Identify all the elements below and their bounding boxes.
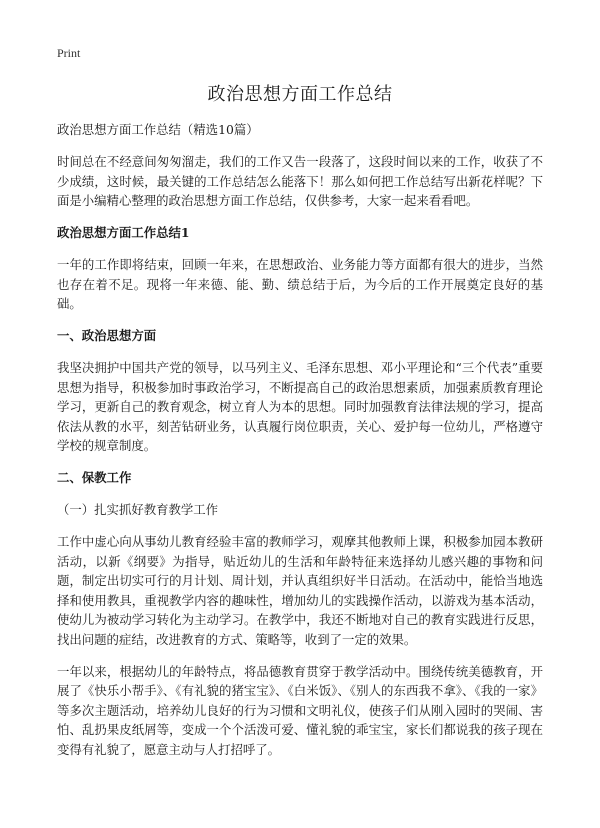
section-heading: 政治思想方面工作总结1 bbox=[57, 225, 190, 240]
teaching-paragraph-2: 一年以来，根据幼儿的年龄特点，将品德教育贯穿于教学活动中。围绕传统美德教育，开展了《快乐小帮手》、《有礼貌的猪宝宝》、《白米饭》、《别人的东西我不拿》、《我的一家》等多次主题活动，培养幼儿良好的行为习惯和文明礼仪，使孩子们从刚入园时的哭闹、害怕、乱扔果皮纸屑等，变成一个个活泼可爱、懂礼貌的乖宝宝，家长们都说我的孩子现在变得有礼貌了，愿意主动与人打招呼了。 bbox=[57, 663, 543, 757]
intro-paragraph: 时间总在不经意间匆匆溜走，我们的工作又告一段落了，这段时间以来的工作，收获了不少成绩，这时候，最关键的工作总结怎么能落下！那么如何把工作总结写出新花样呢？下面是小编精心整理的政治思想方面工作总结，仅供参考，大家一起来看看吧。 bbox=[57, 154, 543, 208]
part-heading-politics: 一、政治思想方面 bbox=[57, 328, 157, 343]
article-body bbox=[57, 120, 543, 772]
part-heading-teaching: 二、保教工作 bbox=[57, 470, 132, 485]
politics-paragraph: 我坚决拥护中国共产党的领导，以马列主义、毛泽东思想、邓小平理论和“三个代表”重要思想为指导，积极参加时事政治学习，不断提高自己的政治思想素质，加强素质教育理论学习，更新自己的教育观念，树立育人为本的思想。同时加强教育法律法规的学习，提高依法从教的水平，刻苦钻研业务，认真履行岗位职责，关心、爱护每一位幼儿，严格遵守学校的规章制度。 bbox=[57, 360, 543, 453]
page-title: 政治思想方面工作总结 bbox=[207, 84, 393, 105]
article-subtitle: 政治思想方面工作总结（精选10篇） bbox=[57, 122, 259, 137]
teaching-subheading: （一）扎实抓好教育教学工作 bbox=[57, 502, 219, 517]
section-paragraph: 一年的工作即将结束，回顾一年来，在思想政治、业务能力等方面都有很大的进步，当然也存在着不足。现将一年来德、能、勤、绩总结于后，为今后的工作开展奠定良好的基础。 bbox=[57, 257, 543, 311]
print-link[interactable]: Print bbox=[57, 46, 81, 60]
teaching-paragraph-1: 工作中虚心向从事幼儿教育经验丰富的教师学习，观摩其他教师上课，积极参加园本教研活动，以新《纲要》为指导，贴近幼儿的生活和年龄特征来选择幼儿感兴趣的事物和问题，制定出切实可行的月计划、周计划，并认真组织好半日活动。在活动中，能恰当地选择和使用教具，重视教学内容的趣味性，增加幼儿的实践操作活动，以游戏为基本活动，使幼儿为被动学习转化为主动学习。在教学中，我还不断地对自己的教育实践进行反思，找出问题的症结，改进教育的方式、策略等，收到了一定的效果。 bbox=[57, 534, 543, 647]
